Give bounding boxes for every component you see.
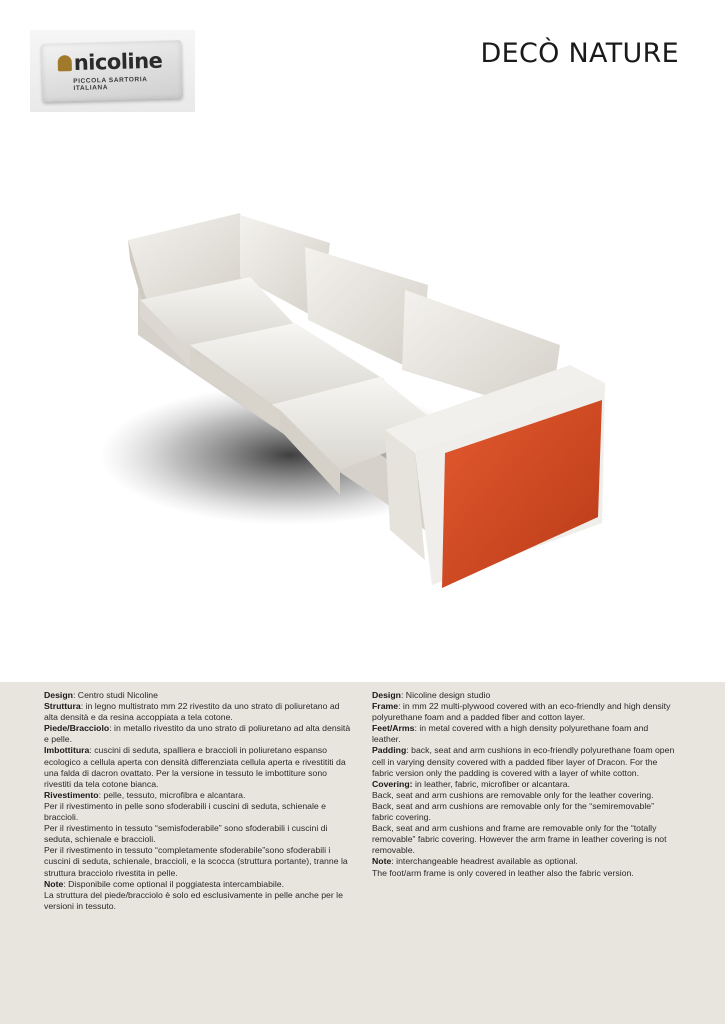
- spec-text: in mm 22 multi-plywood covered with an eco-friendly and high density polyurethane foam and a padded fiber and cotton layer.: [372, 701, 671, 723]
- spec-label: Design: [44, 690, 73, 700]
- spec-text: Back, seat and arm cushions are removable only for the “semiremovable” fabric covering.: [372, 800, 654, 823]
- spec-line: Design: Centro studi Nicoline: [44, 690, 158, 700]
- spec-line: [372, 779, 677, 790]
- spec-line: Struttura: in legno multistrato mm 22 rivestito da uno strato di poliuretano ad alta densità e da resina accoppiata a tela cotone.: [44, 701, 340, 723]
- spec-text: interchangeable headrest available as optional.: [396, 856, 578, 867]
- spec-line: [372, 801, 677, 823]
- spec-text: Centro studi Nicoline: [77, 690, 158, 700]
- spec-line: Feet/Arms: in metal covered with a high density polyurethane foam and leather.: [372, 723, 649, 745]
- sofa-photo: [40, 205, 685, 620]
- spec-text: back, seat and arm cushions in eco-friendly polyurethane foam open cell in varying density covered with a padded fiber layer of Dracon. For the fabric version only the padding is covered with a layer of white cotton.: [372, 745, 675, 778]
- spec-text: Back, seat and arm cushions are removable only for the leather covering.: [372, 789, 654, 800]
- spec-text: Disponibile come optional il poggiatesta intercambiabile.: [68, 878, 285, 889]
- spec-label: Rivestimento: [44, 789, 99, 800]
- spec-text: Per il rivestimento in tessuto “completamente sfoderabile”sono sfoderabili i cuscini di seduta, schienale, braccioli, e la scocca (struttura portante), tranne la struttura bracciolo rivestita in pelle.: [44, 845, 348, 878]
- spec-text: in metallo rivestito da uno strato di poliuretano ad alta densità e pelle.: [44, 723, 351, 745]
- spec-line: [372, 868, 677, 879]
- spec-label: Covering:: [372, 778, 413, 789]
- spec-label: Imbottitura: [44, 745, 90, 756]
- spec-line: [372, 823, 677, 856]
- spec-line: [372, 790, 677, 801]
- spec-label: Note: [372, 856, 392, 867]
- spec-line: Imbottitura: cuscini di seduta, spalliera e braccioli in poliuretano espanso ecologico a cellula aperta con densità differenziata cellula aperta e rivestititi da una falda di dacron ovattato. Per la versione in tessuto le imbottiture sono rivestiti da tela cotone bianca.: [44, 745, 346, 789]
- spec-line: [44, 890, 354, 912]
- product-title: DECÒ NATURE: [480, 38, 679, 69]
- spec-text: Per il rivestimento in pelle sono sfoderabili i cuscini di seduta, schienale e braccioli.: [44, 800, 327, 823]
- brand-mark-icon: [58, 55, 72, 71]
- spec-text: La struttura del piede/bracciolo è solo ed esclusivamente in pelle anche per le versioni in tessuto.: [44, 889, 343, 911]
- spec-line: Piede/Bracciolo: in metallo rivestito da uno strato di poliuretano ad alta densità e pelle.: [44, 723, 351, 745]
- spec-text: Nicoline design studio: [405, 690, 491, 700]
- brand-name: nicoline: [73, 48, 163, 75]
- brand-logo-label: [41, 40, 182, 102]
- spec-text: pelle, tessuto, microfibra e alcantara.: [103, 789, 246, 800]
- spec-line: Frame: in mm 22 multi-plywood covered with an eco-friendly and high density polyurethane foam and a padded fiber and cotton layer.: [372, 701, 671, 723]
- spec-line: Note: interchangeable headrest available as optional.: [372, 856, 578, 867]
- spec-line: Note: Disponibile come optional il poggiatesta intercambiabile.: [44, 878, 285, 889]
- spec-text: Back, seat and arm cushions and frame are removable only for the “totally removable” fabric covering. However the arm frame in leather covering is not removable.: [372, 823, 667, 856]
- spec-line: [44, 823, 354, 845]
- spec-line: [44, 845, 354, 878]
- spec-label: Note: [44, 878, 64, 889]
- spec-label: Design: [372, 690, 401, 700]
- spec-text: cuscini di seduta, spalliera e braccioli in poliuretano espanso ecologico a cellula aperta con densità differenziata cellula aperta e rivestititi da una falda di dacron ovattato. Per la versione in tessuto le imbottiture sono rivestiti da tela cotone bianca.: [44, 745, 346, 789]
- spec-label: Feet/Arms: [372, 723, 415, 734]
- spec-label: Frame: [372, 701, 399, 712]
- spec-line: Design: Nicoline design studio: [372, 690, 491, 700]
- spec-text: in legno multistrato mm 22 rivestito da uno strato di poliuretano ad alta densità e da resina accoppiata a tela cotone.: [44, 701, 340, 723]
- spec-text: in metal covered with a high density polyurethane foam and leather.: [372, 723, 649, 745]
- spec-column-english: [372, 690, 677, 879]
- spec-label: Piede/Bracciolo: [44, 723, 110, 734]
- spec-text: The foot/arm frame is only covered in leather also the fabric version.: [372, 867, 634, 878]
- spec-line: Rivestimento: pelle, tessuto, microfibra e alcantara.: [44, 789, 246, 800]
- logo-area: [30, 30, 195, 112]
- spec-label: Struttura: [44, 701, 81, 712]
- spec-column-italian: [44, 690, 354, 912]
- spec-line: [44, 801, 354, 823]
- brand-tagline: PICCOLA SARTORIA ITALIANA: [73, 76, 148, 93]
- spec-line: Padding: back, seat and arm cushions in eco-friendly polyurethane foam open cell in varying density covered with a padded fiber layer of Dracon. For the fabric version only the padding is covered with a layer of white cotton.: [372, 745, 675, 778]
- spec-label: Padding: [372, 745, 407, 756]
- spec-text: Per il rivestimento in tessuto “semisfoderabile” sono sfoderabili i cuscini di seduta, schienale e braccioli.: [44, 823, 328, 845]
- spec-text: in leather, fabric, microfiber or alcantara.: [414, 778, 570, 789]
